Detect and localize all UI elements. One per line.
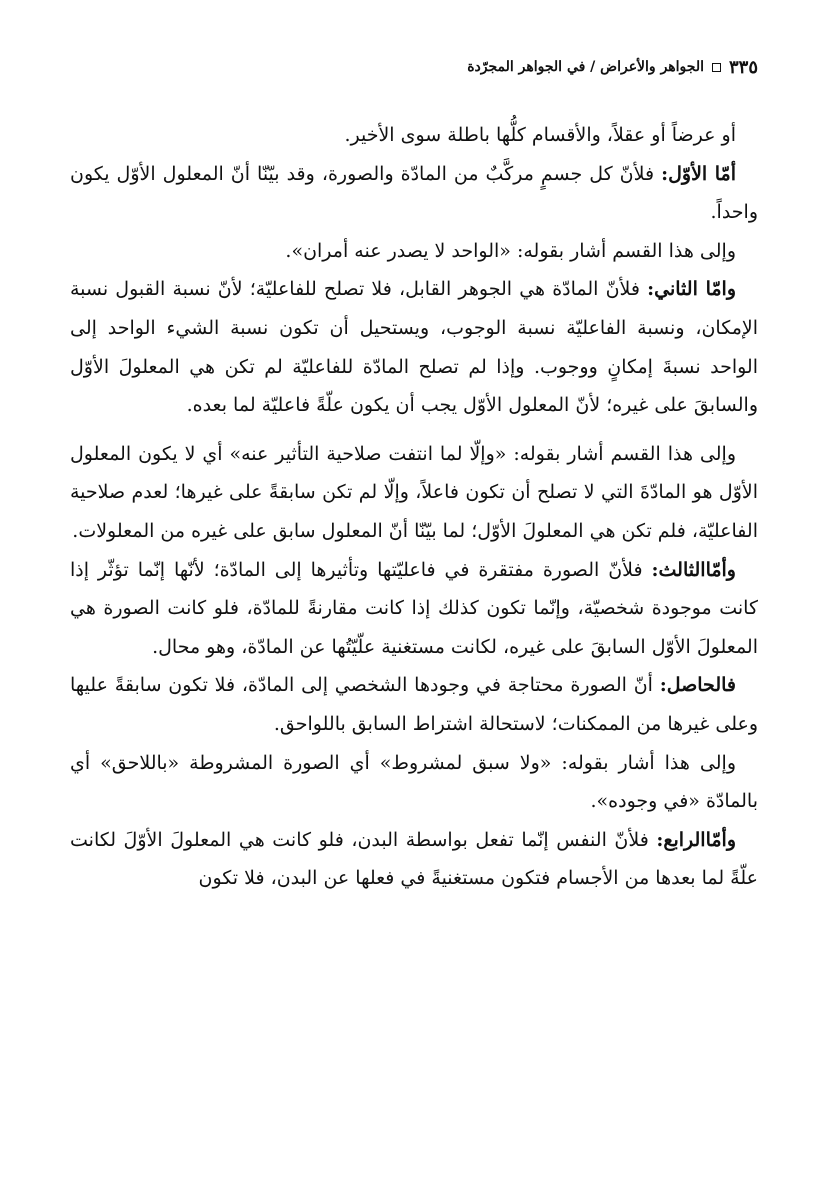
square-separator-icon [712,63,721,72]
book-page [70,50,758,1190]
paragraph: أمّا الأوّل: فلأنّ كل جسمٍ مركَّبٌ من المادّة والصورة، وقد بيّنّا أنّ المعلول الأوّل يكون واحداً. [70,162,758,224]
paragraph: فالحاصل: أنّ الصورة محتاجة في وجودها الشخصي إلى المادّة، فلا تكون سابقةً عليها وعلى غيرها من الممكنات؛ لاستحالة اشتراط السابق باللواحق. [70,674,758,735]
page-number: ٣٣٥ [728,56,758,78]
paragraph: وإلى هذا القسم أشار بقوله: «وإلّا لما انتفت صلاحية التأثير عنه» أي لا يكون المعلول الأوّل هو المادّةَ التي لا تصلح أن تكون فاعلاً، وإلّا لم تكن سابقةً على غيرها؛ لعدم صلاحية الفاعليّة، فلم تكن هي المعلولَ الأوّل؛ لما بيّنّا أنّ المعلول سابق على غيره من المعلولات. [70,442,758,542]
paragraph: أو عرضاً أو عقلاً، والأقسام كلُّها باطلة سوى الأخير. [344,124,736,146]
paragraph: وأمّاالثالث: فلأنّ الصورة مفتقرة في فاعليّتها وتأثيرها إلى المادّة؛ لأنّها إنّما تؤثّر إذا كانت موجودة شخصيّة، وإنّما تكون كذلك إذا كانت مقارنةً للمادّة، فلو كانت الصورة هي المعلولَ الأوّل السابقَ على غيره، لكانت مستغنية علّيّتُها عن المادّة، وهو محال. [70,558,758,658]
paragraph-lead: وأمّاالثالث: [651,558,736,581]
paragraph-lead: وامّا الثاني: [647,278,736,301]
running-title: الجواهر والأعراض / في الجواهر المجرّدة [467,59,704,75]
paragraph: وإلى هذا أشار بقوله: «ولا سبق لمشروط» أي الصورة المشروطة «باللاحق» أي بالمادّة «في وجوده». [70,751,758,813]
paragraph-lead: وأمّاالرابع: [656,828,736,851]
paragraph-lead: فالحاصل: [659,674,736,697]
paragraph: وأمّاالرابع: فلأنّ النفس إنّما تفعل بواسطة البدن، فلو كانت هي المعلولَ الأوّلَ لكانت علّةً لما بعدها من الأجسام فتكون مستغنيةً في فعلها عن البدن، فلا تكون [70,828,758,890]
body-text [70,116,758,898]
paragraph: وامّا الثاني: فلأنّ المادّة هي الجوهر القابل، فلا تصلح للفاعليّة؛ لأنّ نسبة القبول نسبة الإمكان، ونسبة الفاعليّة نسبة الوجوب، ويستحيل أن تكون نسبة الشيء الواحد إلى الواحد نسبةَ إمكانٍ ووجوب. وإذا لم تصلح المادّة للفاعليّة لم تكن هي المعلولَ الأوّل والسابقَ على غيره؛ لأنّ المعلول الأوّل يجب أن يكون علّةً فاعليّة لما بعده. [70,278,758,417]
running-header [70,50,758,84]
paragraph-lead: أمّا الأوّل: [661,162,737,185]
paragraph: وإلى هذا القسم أشار بقوله: «الواحد لا يصدر عنه أمران». [285,239,736,262]
